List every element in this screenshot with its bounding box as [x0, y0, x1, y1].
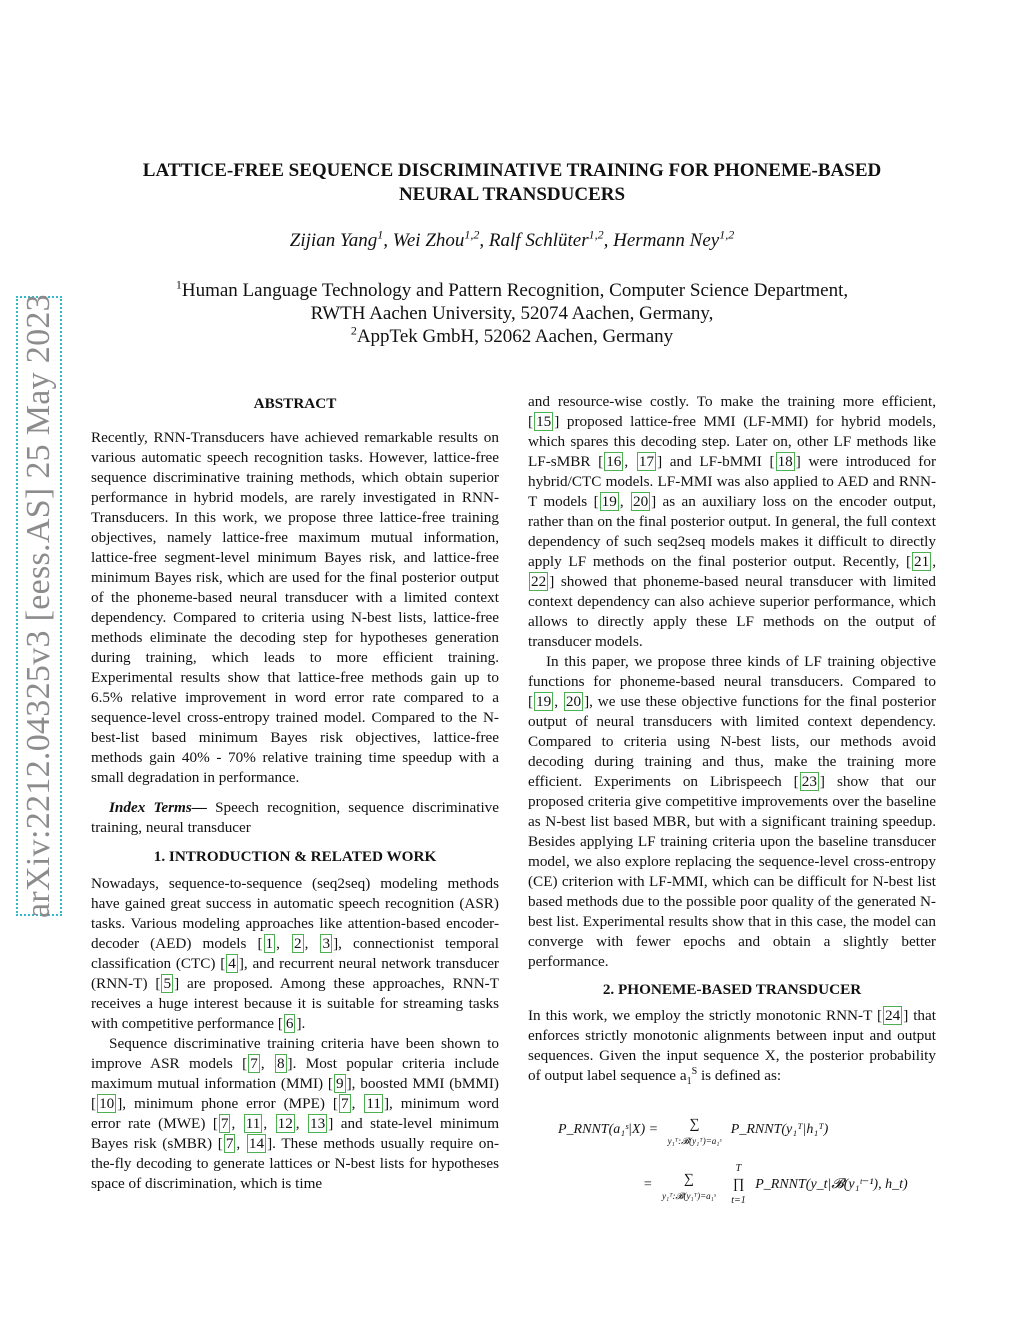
equation-lhs: P_RNNT(a₁ˢ|X) = [558, 1122, 659, 1138]
citation-link[interactable]: 4 [228, 955, 236, 972]
citation-link[interactable]: 14 [248, 1135, 265, 1152]
affil-marker: 1 [175, 277, 182, 292]
abstract-text: Recently, RNN-Transducers have achieved remarkable results on various automatic speech recognition tasks. However, lattice-free sequence discriminative training methods, which obtain superior performance in hybrid models, are rarely investigated in RNN-Transducers. In this work, we propose three lattice-free training objectives, namely lattice-free maximum mutual information, lattice-free segment-level minimum Bayes risk, and lattice-free minimum Bayes risk, which are used for the final posterior output of the phoneme-based neural transducer with a limited context dependency. Compared to criteria using N-best lists, lattice-free methods eliminate the decoding step for hypotheses generation during training, which leads to more efficient training. Experimental results show that lattice-free methods gain up to 6.5% relative improvement in word error rate compared to a sequence-level cross-entropy trained model. Compared to the N-best-list based minimum Bayes risk objectives, lattice-free methods gain 40% - 70% relative training time speedup with a small degradation in performance. [91, 429, 499, 786]
equation-row-1 [558, 1114, 828, 1146]
citation-link[interactable]: 12 [277, 1115, 293, 1132]
citation-link[interactable]: 15 [536, 413, 552, 430]
citation-link[interactable]: 2 [294, 935, 302, 952]
citation-link[interactable]: 11 [366, 1095, 381, 1112]
citation-link[interactable]: 24 [885, 1007, 901, 1024]
affil-line: RWTH Aachen University, 52074 Aachen, Germany, [310, 303, 714, 324]
title-line-2: NEURAL TRANSDUCERS [398, 184, 626, 205]
author-affil: 1 [377, 227, 384, 242]
author-affil: 1,2 [719, 227, 735, 242]
product-lower: t=1 [731, 1195, 746, 1207]
citation-link[interactable]: 1 [265, 935, 274, 952]
index-terms-label: Index Terms— [109, 799, 207, 816]
equation-rhs: P_RNNT(y₁ᵀ|h₁ᵀ) [730, 1122, 829, 1138]
sum-subscript: y₁ᵀ:𝓑(y₁ᵀ)=a₁ˢ [667, 1136, 722, 1147]
citation-link[interactable]: 13 [310, 1115, 326, 1132]
citation-link[interactable]: 22 [531, 573, 547, 590]
equation-row-2 [643, 1164, 908, 1206]
section-1-heading: 1. INTRODUCTION & RELATED WORK [153, 848, 437, 865]
citation-link[interactable]: 23 [801, 773, 817, 790]
citation-link[interactable]: 16 [606, 453, 622, 470]
right-column [528, 392, 936, 1210]
citation-link[interactable]: 5 [163, 975, 172, 992]
sum-operator: ∑ y₁ᵀ:𝓑(y₁ᵀ)=a₁ˢ [661, 1172, 716, 1202]
intro-paragraph-2: Sequence discriminative training criteria have been shown to improve ASR models [ 7 , 8 ]. Most popular criteria include maximum mutual information (MMI) [ 9 ], boosted MMI (bMMI) [ 10 ], minimum phone error (MPE) [ 7 , 11 ], minimum word error rate (MWE) [ 7 , 11 , 12 , 13 ] and state-level minimum Bayes risk (sMBR) [ 7 , 14 ]. These methods usually require on-the-fly decoding to generate lattices or N-best lists for hypotheses space of discrimination, which is time [91, 1035, 500, 1192]
citation-link[interactable]: 7 [340, 1095, 349, 1112]
citation-link[interactable]: 6 [285, 1015, 294, 1032]
citation-link[interactable]: 21 [914, 553, 930, 570]
author-name: Zijian Yang [289, 230, 378, 251]
citation-link[interactable]: 8 [276, 1055, 285, 1072]
author-affil: 1,2 [464, 227, 480, 242]
arxiv-id: arXiv:2212.04325v3 [eess.AS] 25 May 2023 [20, 294, 57, 918]
abstract-heading: ABSTRACT [253, 395, 337, 412]
equation-rnnt-posterior [528, 1102, 936, 1210]
citation-link[interactable]: 11 [245, 1115, 261, 1132]
section-2-paragraph-1: In this work, we employ the strictly monotonic RNN-T [ 24 ] that enforces strictly monotonic alignments between input and output sequences. Given the input sequence X, the posterior probability of output label sequence $a_1^S$ is defined as: [528, 1007, 936, 1088]
affil-line: AppTek GmbH, 52062 Aachen, Germany [356, 326, 674, 347]
author-name: Wei Zhou [392, 230, 465, 251]
affil-marker: 2 [350, 323, 357, 338]
arxiv-watermark [16, 296, 62, 916]
author-name: Hermann Ney [613, 230, 720, 251]
citation-link[interactable]: 10 [99, 1095, 115, 1112]
citation-link[interactable]: 9 [336, 1075, 344, 1092]
section-2-heading: 2. PHONEME-BASED TRANSDUCER [602, 981, 862, 998]
author-list: Zijian Yang$^1$, Wei Zhou$^{1,2}$, Ralf Schlüter$^{1,2}$, Hermann Ney$^{1,2}$ [289, 227, 735, 251]
product-upper: T [735, 1163, 742, 1175]
intro-paragraph-1: Nowadays, sequence-to-sequence (seq2seq) modeling methods have gained great success in automatic speech recognition (ASR) tasks. Various modeling approaches like attention-based encoder-decoder (AED) models [ 1 , 2 , 3 ], connectionist temporal classification (CTC) [ 4 ], and recurrent neural network transducer (RNN-T) [ 5 ] are proposed. Among these approaches, RNN-T receives a huge interest because it is suitable for streaming tasks with competitive performance [ 6 ]. [91, 875, 500, 1032]
citation-link[interactable]: 20 [632, 493, 649, 510]
paper-title [90, 159, 934, 207]
sum-subscript: y₁ᵀ:𝓑(y₁ᵀ)=a₁ˢ [661, 1191, 716, 1202]
citation-link[interactable]: 7 [225, 1135, 234, 1152]
affiliations [90, 279, 934, 348]
citation-link[interactable]: 19 [536, 693, 552, 710]
title-line-1: LATTICE-FREE SEQUENCE DISCRIMINATIVE TRAINING FOR PHONEME-BASED [142, 160, 882, 181]
author-affil: 1,2 [588, 227, 604, 242]
citation-link[interactable]: 17 [638, 453, 655, 470]
intro-paragraph-3: and resource-wise costly. To make the training more efficient, [ 15 ] proposed lattice-free MMI (LF-MMI) for hybrid models, which spares this decoding step. Later on, other LF methods like LF-sMBR [ 16 , 17 ] and LF-bMMI [ 18 ] were introduced for hybrid/CTC models. LF-MMI was also applied to AED and RNN-T models [ 19 , 20 ] as an auxiliary loss on the encoder output, rather than on the final posterior output. In general, the full context dependency of such seq2seq models makes it difficult to directly apply LF methods on the final posterior output. Recently, [ 21 , 22 ] showed that phoneme-based neural transducer with limited context dependency can also achieve superior performance, which allows to directly apply these LF methods on the output of transducer models. [528, 393, 937, 650]
citation-link[interactable]: 18 [777, 453, 793, 470]
index-terms-text: Speech recognition, sequence discriminative training, neural transducer [91, 799, 500, 836]
citation-link[interactable]: 19 [601, 493, 617, 510]
equation-lhs: = [643, 1177, 653, 1193]
citation-link[interactable]: 7 [250, 1055, 258, 1072]
equation-rhs: P_RNNT(y_t|𝓑(y₁ᵗ⁻¹), h_t) [755, 1177, 908, 1193]
intro-paragraph-4: In this paper, we propose three kinds of LF training objective functions for phoneme-based neural transducers. Compared to [ 19 , 20 ], we use these objective functions for the final posterior output of neural transducers with limited context dependency. Compared to criteria using N-best lists, our methods avoid decoding during training and thus, make the training more efficient. Experiments on Librispeech [ 23 ] show that our proposed criteria give competitive improvements over the baseline as N-best list based MBR, but with a significant training speedup. Besides applying LF training criteria upon the baseline transducer model, we also explore replacing the sequence-level cross-entropy (CE) criterion with LF-MMI, which can be difficult for N-best list based methods due to the possible poor quality of the generated N-best list. Experimental results show that in this case, the model can converge with fewer epochs and obtain a slightly better performance. [528, 653, 937, 970]
product-operator: T ∏ t=1 [731, 1163, 746, 1207]
index-terms [91, 798, 499, 838]
affil-line: Human Language Technology and Pattern Recognition, Computer Science Department, [181, 280, 849, 301]
citation-link[interactable]: 20 [565, 693, 582, 710]
author-name: Ralf Schlüter [488, 230, 589, 251]
citation-link[interactable]: 3 [322, 935, 331, 952]
left-column [91, 392, 499, 1194]
sum-operator: ∑ y₁ᵀ:𝓑(y₁ᵀ)=a₁ˢ [667, 1117, 722, 1147]
citation-link[interactable]: 7 [220, 1115, 229, 1132]
